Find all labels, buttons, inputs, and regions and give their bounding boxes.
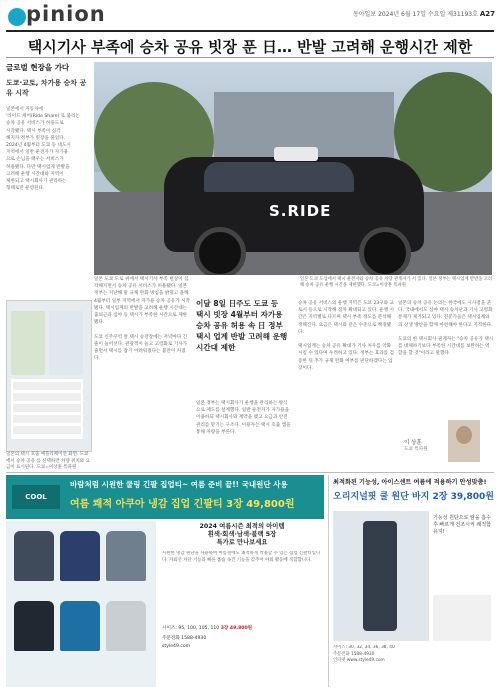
ad-phone: 주문전화 1588-4930 [162, 636, 207, 641]
brand-o-icon [8, 8, 26, 26]
ad-sizes [162, 625, 322, 631]
taxi-photo [94, 62, 492, 275]
ad-title: 2024 여름시즌 최적의 아이템 흰색·회색·남색·블랙 5장 특가로 만나보세요 [199, 523, 285, 546]
article-subtitle: 도쿄·교토, 차가용 승차 공유 시작 [6, 79, 87, 97]
pull-quote: 이달 8일 日주도 도쿄 등 택시 빗장 4월부터 자가용 승차 공유 허용 속 日 정부 택시 업계 반발 고려해 운행 시간대 제한 [196, 299, 288, 352]
series-title: 글로벌 현장을 가다 [6, 63, 70, 72]
map-image-2 [49, 311, 83, 375]
ad-swatch-image [433, 595, 491, 641]
left-caption: 일본의 택시 호출 애플리케이션 화면. 도쿄에서 승차 공유 를 선택하면 차량 위치와 요금이 표시된다. 도쿄=이상훈 특파원 [6, 452, 90, 470]
ad-right-note: 기능성 원단으로 땀을 흡수 후 빠르게 건조시켜 쾌적함 유지! [433, 515, 491, 535]
app-list [11, 379, 83, 439]
advertisement [6, 472, 494, 687]
left-body-text: 일본에서 자동차에 '라이드 셰어(Ride Share)'로 불리는 승차 공유 서비스가 허용도로 시작됐다. 택시 부족이 심각 해지자 정부가 빗장을 풀었다. 2024년 4월부터 도쿄 등 대도시 지역에서 일반 운전자가 자가용 으로 손님을 태우는 서비스가 허용됐다. 다만 택시업계 반발을 고려해 운행 시간대와 지역이 제한되고 택시회사가 관리하는 형태로만 운영된다. [6, 107, 80, 192]
body-column-1: 일본 도쿄 도로 위에서 택시기사 부족 현상이 심각해지면서 승차 공유 서비스가 허용됐다. 일본 정부는 지난해 말 규제 완화 방침을 밝혔고 올해 4월부터 일부 지역에서 자가용 승차 공유가 시작됐다. 택시업계의 반발을 고려해 운행 시간대는 출퇴근과 심야 등 택시가 부족한 시간으로 제한됐다. 도쿄 신주쿠역 앞 택시 승강장에는 저녁마다 긴 줄이 늘어선다. 관광객이 늘고 고령화로 기사가 줄면서 택시를 잡기 어려워졌다는 불만이 커졌다. [94, 277, 190, 362]
photo-caption: 일본 도쿄 도심에서 택시 운전자와 승차 공유 차량 관계자가 서 있다. 일본 정부는 택시업계 반발을 고려해 승차 공유 운행 시간을 제한했다. 도쿄=이상훈 특파원 [300, 277, 493, 288]
ad-copy-1: 바람처럼 시원한 쿨링 긴팔 집업티~ 여름 준비 끝!! 국내원단 사용 [70, 480, 288, 489]
ad-logo: COOL [12, 485, 60, 509]
page-info [240, 9, 495, 21]
body-column-4: 일본의 승차 공유 논의는 한국에도 시사점을 준다. 국내에서도 심야 택시 승차난과 기사 고령화 문제가 제기되고 있다. 전문가들은 택시업계와의 상생 방안을 함께 마련해야 한다고 지적한다. 도쿄의 한 택시회사 관계자는 "승차 공유가 택시를 대체하기보다 부족한 시간대를 보완하는 역할을 할 것"이라고 말했다. [398, 301, 494, 357]
ad-price: 3장 49,800원 [220, 626, 253, 631]
author-name: 이 상훈 [404, 440, 422, 446]
ad-pants [328, 475, 495, 687]
paper-name: 동아일보 [352, 11, 377, 18]
ad-copy-2: 여름 쾌적 아쿠아 냉감 집업 긴팔티 3장 49,800원 [70, 499, 295, 510]
ad-sizes-text: 사이즈: 95, 100, 105, 110 [162, 626, 220, 631]
car-label: S.RIDE [269, 202, 332, 220]
body-column-3: 승차 공유 서비스의 운행 지역은 도쿄 23구와 교토시 등으로 시작해 점차 확대되고 있다. 운행 시간은 지역별로 다르며 택시 부족 정도를 분석해 정해진다. 요금은 택시와 같은 수준으로 책정됐다. 택시업계는 승차 공유 확대가 기사 처우를 악화시킬 수 있다며 우려하고 있다. 정부는 효과를 검증한 뒤 추가 규제 완화 여부를 판단하겠다는 입장이다. [298, 301, 394, 371]
issue-date: 2024년 6월 17일 수요일 [378, 11, 446, 18]
ad-shirts-image [6, 521, 156, 687]
ad-info [162, 523, 322, 683]
page-number: A27 [479, 10, 495, 18]
section-brand [6, 2, 136, 30]
headline-rule [6, 57, 494, 58]
ad-description: 시원한 냉감 원단을 사용하여 여름철에도 쾌적하게 착용할 수 있는 집업 긴팔티입니다. 자외선 차단 기능과 빠른 흡습 속건 기능을 갖추어 야외 활동에 적합합니다. [162, 551, 321, 563]
header-rule [6, 30, 494, 32]
ad-right-copy-1: 최적화된 기능성, 아이스센트 여름에 적용하기 안성맞춤! [333, 479, 487, 486]
ad-banner [6, 475, 324, 519]
ad-site: style49.com [162, 644, 191, 649]
map-image [11, 311, 45, 375]
app-screenshot-image [6, 300, 92, 452]
ad-right-prices: 사이즈: 30, 32, 34, 36, 38, 40 주문전화 1588-4930 인터넷 www.style49.com [333, 645, 395, 663]
body-column-2: 일본 정부는 택시회사가 운행을 관리하는 방식으로 제도를 설계했다. 일반 운전자가 자가용을 이용하되 택시회사와 계약을 맺고 요금과 안전 관리를 맡기는 구조다. 이용자는 택시 호출 앱을 통해 차량을 부른다. [196, 401, 292, 435]
author-role: 도쿄 특파원 [404, 447, 428, 452]
issue-number: 제31193호 [447, 11, 478, 18]
ad-pants-image [333, 511, 429, 641]
headline: 택시기사 부족에 승차 공유 빗장 푼 日… 반발 고려해 운행시간 제한 [27, 38, 473, 56]
brand-text: pinion [26, 2, 106, 26]
ad-right-copy-2: 오리지널핏 쿨 원단 바지 2장 39,800원 [333, 492, 494, 502]
author-box [398, 420, 494, 468]
ad-shirt [6, 475, 324, 687]
